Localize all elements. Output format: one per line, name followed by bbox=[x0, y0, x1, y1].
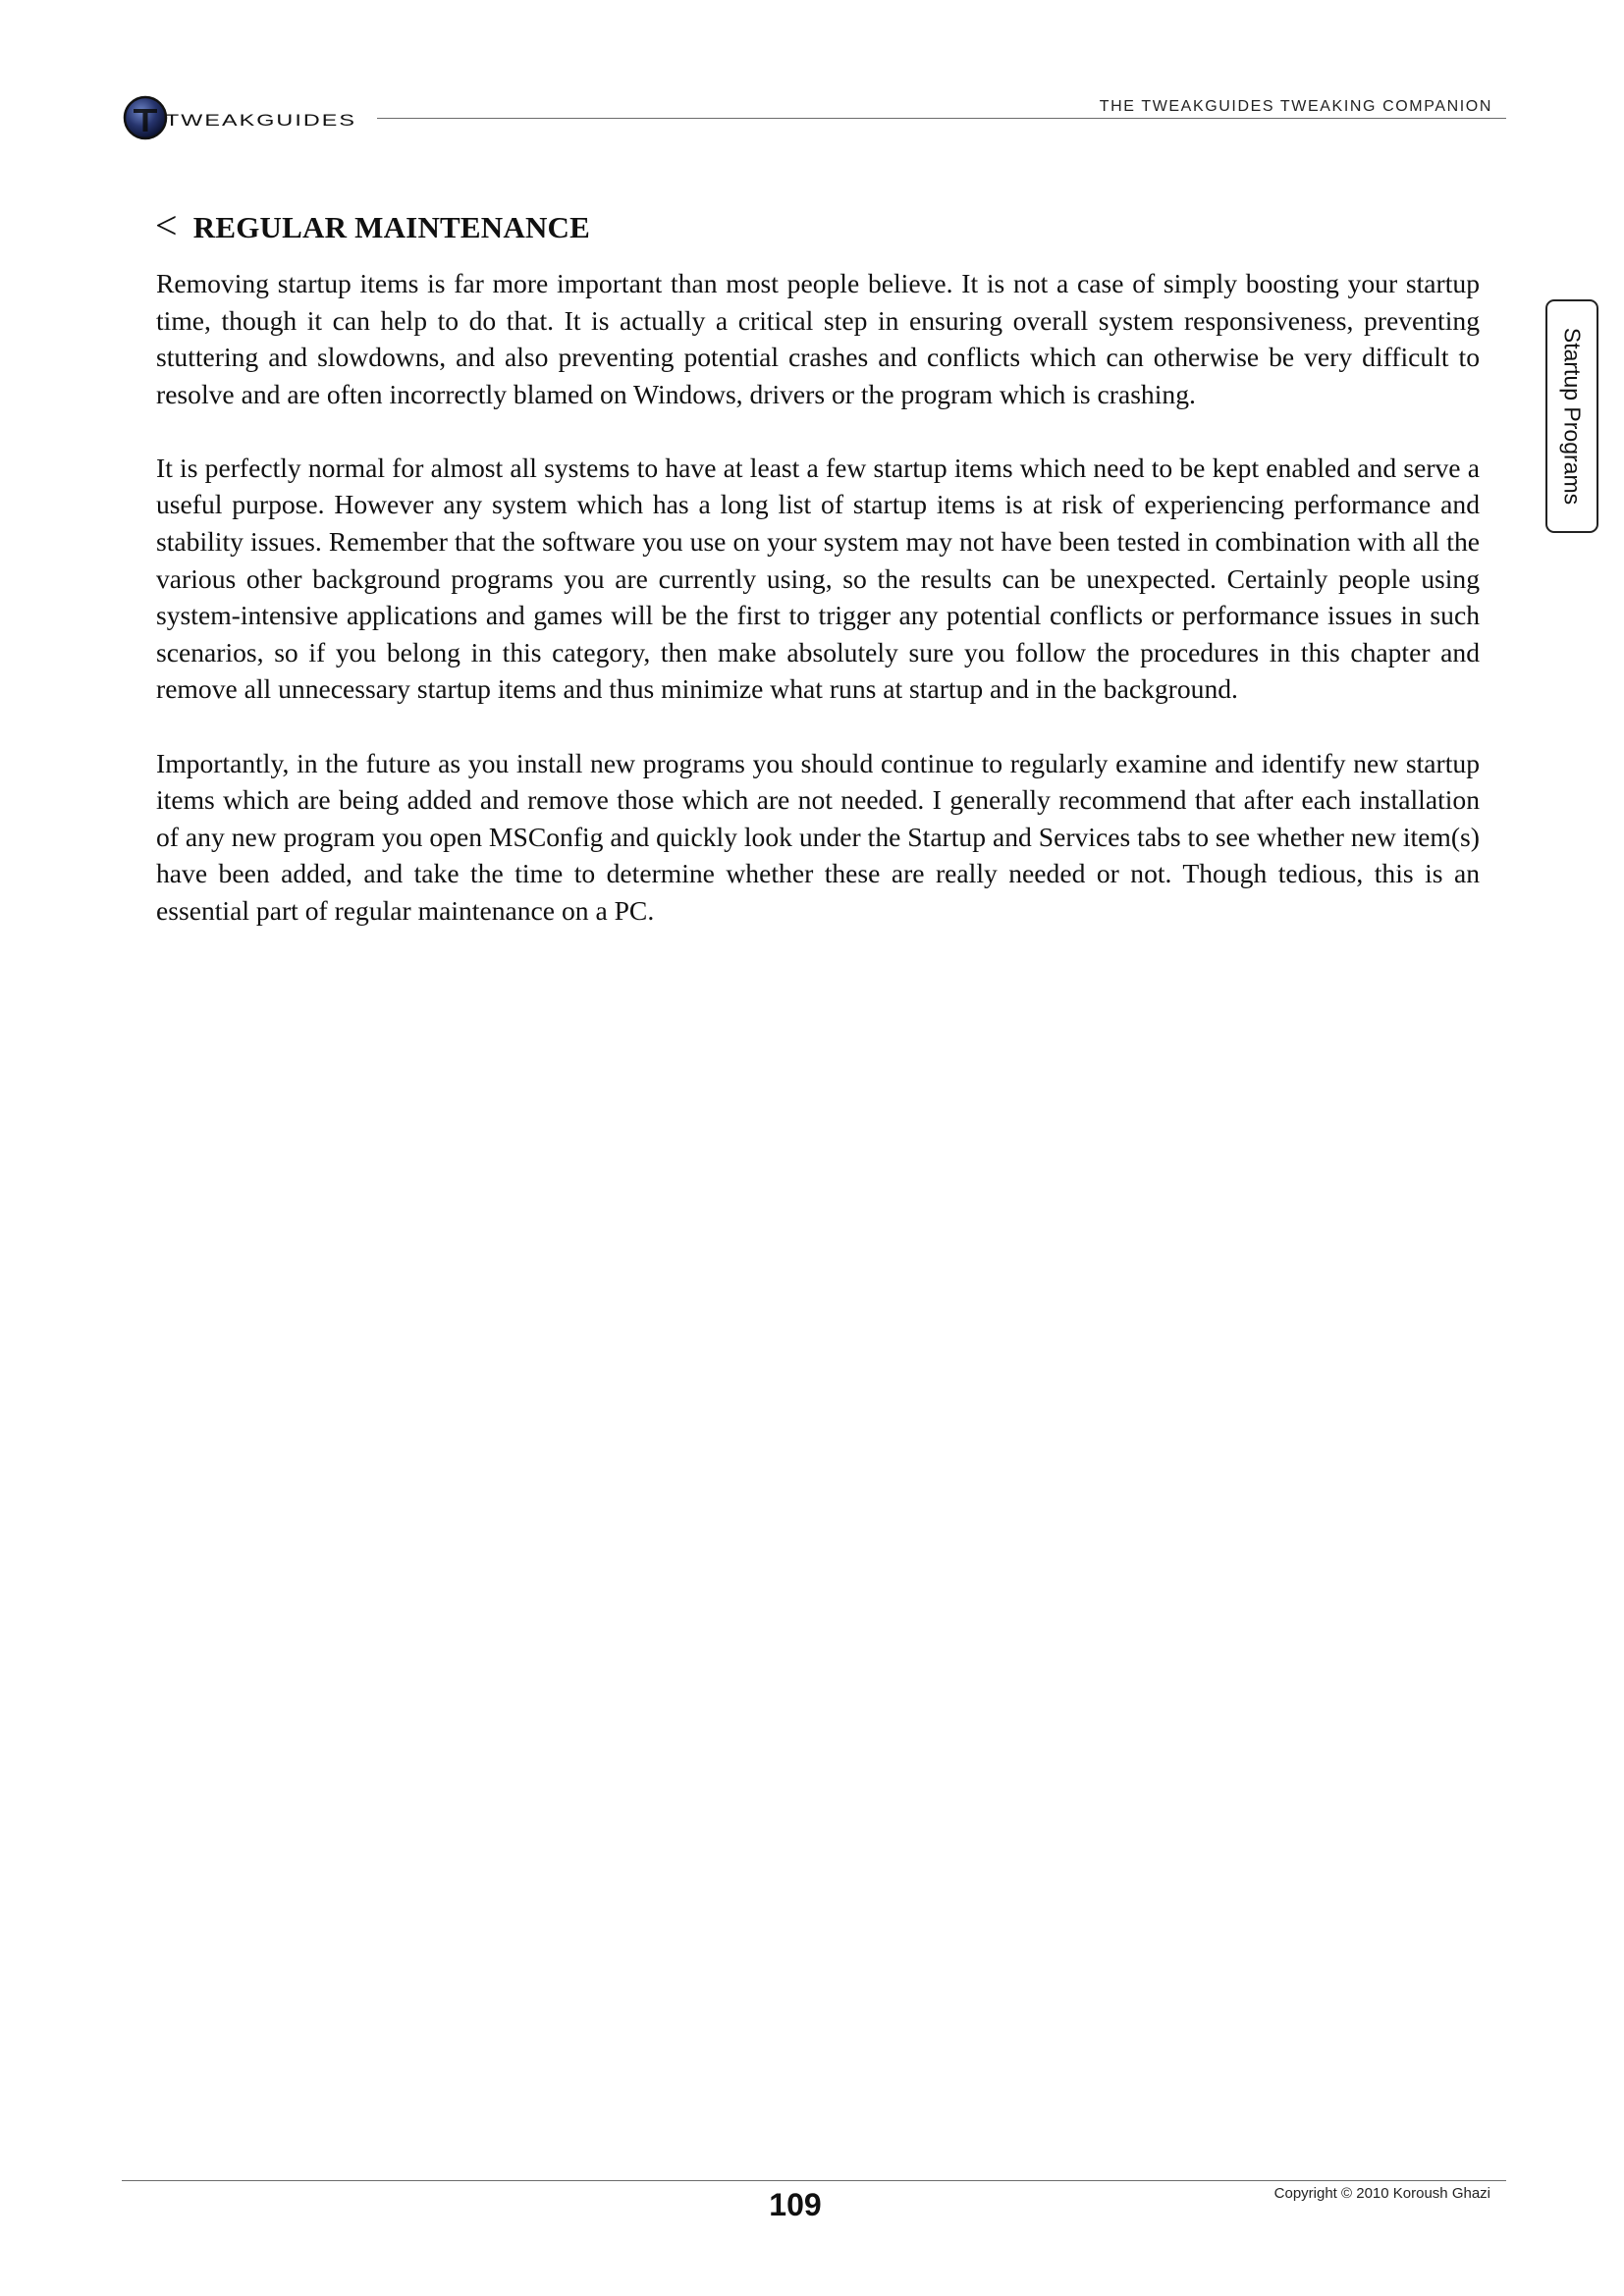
chapter-side-tab bbox=[1545, 299, 1598, 533]
paragraph: Removing startup items is far more important than most people believe. It is not a case of simply boosting your startup time, though it can help to do that. It is actually a critical step in ensuring overall system responsiveness, preventing stuttering and slowdowns, and also preventing potential crashes and conflicts which can otherwise be very difficult to resolve and are often incorrectly blamed on Windows, drivers or the program which is crashing. bbox=[156, 268, 1480, 409]
section-marker-icon: < bbox=[155, 203, 178, 247]
tweakguides-logo bbox=[122, 94, 367, 141]
page-number: 109 bbox=[769, 2187, 822, 2222]
chapter-side-tab-label: Startup Programs bbox=[1559, 327, 1586, 506]
paragraph: It is perfectly normal for almost all systems to have at least a few startup items which need to be kept enabled and serve a useful purpose. However any system which has a long list of startup items is at risk of experiencing performance and stability issues. Remember that the software you use on your system may not have been tested in combination with all the various other background programs you are currently using, so the results can be unexpected. Certainly people using system-intensive applications and games will be the first to trigger any potential conflicts or performance issues in such scenarios, so if you belong in this category, then make absolutely sure you follow the procedures in this chapter and remove all unnecessary startup items and thus minimize what runs at startup and in the background. bbox=[156, 452, 1480, 705]
copyright-notice: Copyright © 2010 Koroush Ghazi bbox=[1273, 2185, 1490, 2202]
svg-text:TWEAKGUIDES: TWEAKGUIDES bbox=[165, 111, 356, 130]
section-heading bbox=[155, 203, 591, 247]
body-text bbox=[156, 265, 1480, 966]
running-header-title: THE TWEAKGUIDES TWEAKING COMPANION bbox=[1099, 98, 1492, 115]
section-heading-text: REGULAR MAINTENANCE bbox=[192, 210, 591, 244]
paragraph: Importantly, in the future as you install new programs you should continue to regularly examine and identify new startup items which are being added and remove those which are not needed. I generally recommend that after each installation of any new program you open MSConfig and quickly look under the Startup and Services tabs to see whether new item(s) have been added, and take the time to determine whether these are really needed or not. Though tedious, this is an essential part of regular maintenance on a PC. bbox=[156, 747, 1480, 926]
footer-rule bbox=[122, 2180, 1506, 2181]
header-rule bbox=[377, 118, 1506, 119]
